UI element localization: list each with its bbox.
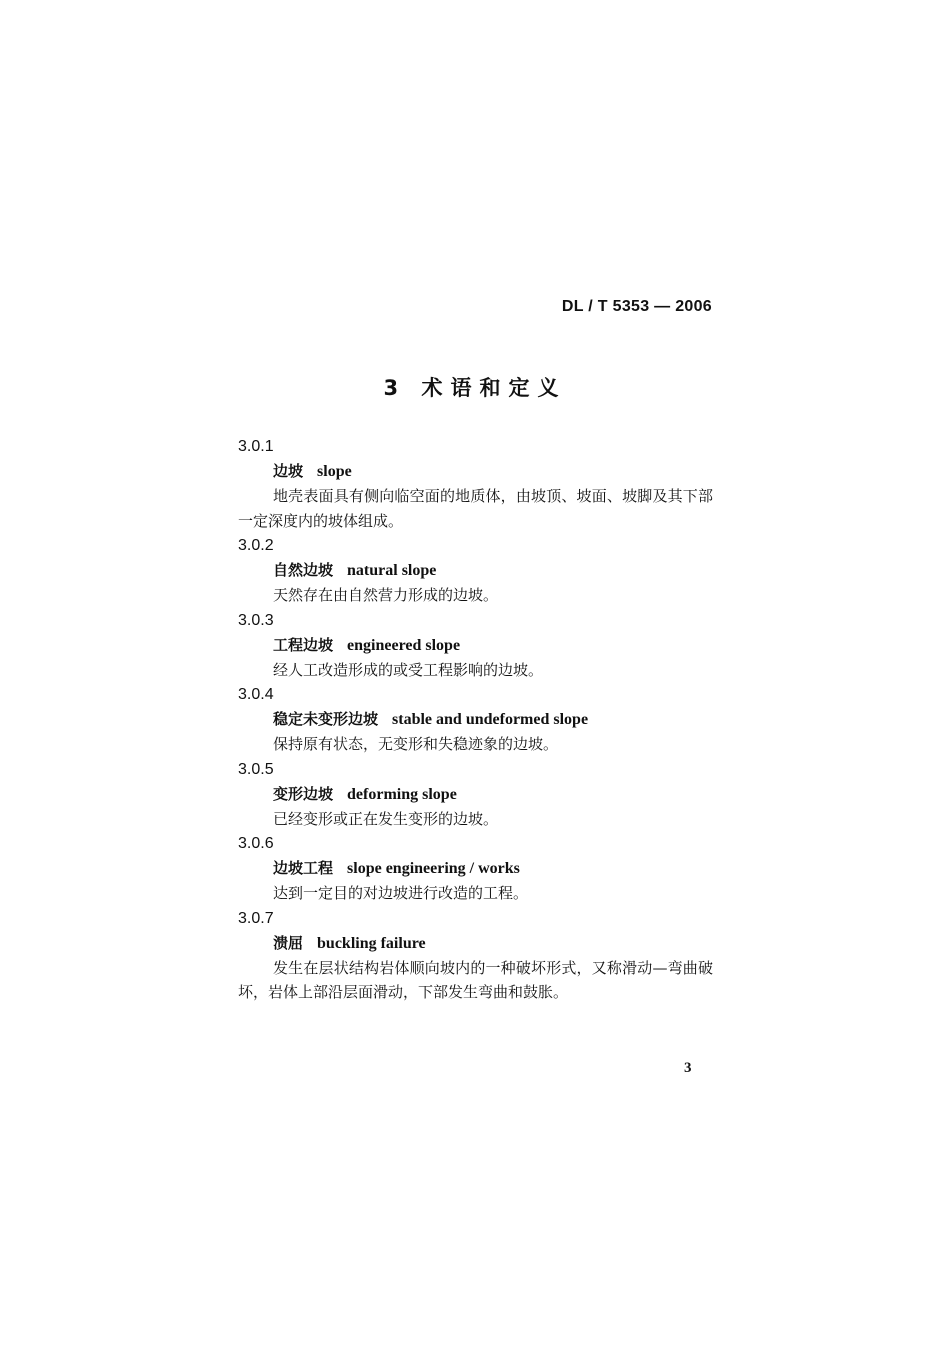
- page-number: 3: [684, 1060, 692, 1076]
- term-entry: [238, 758, 713, 832]
- term-entry: [238, 609, 713, 683]
- term-en: buckling failure: [317, 934, 426, 952]
- term-number: 3.0.2: [238, 537, 274, 554]
- term-heading: [273, 633, 713, 658]
- term-number: 3.0.5: [238, 760, 274, 778]
- term-en: stable and undeformed slope: [392, 711, 589, 728]
- term-heading: [273, 459, 713, 484]
- term-heading: [273, 931, 713, 956]
- term-entry: [238, 534, 713, 608]
- term-entry: [238, 907, 713, 1005]
- term-zh: 边坡工程: [273, 859, 334, 877]
- term-definition: 已经变形或正在发生变形的边坡。: [273, 809, 499, 828]
- term-zh: 变形边坡: [273, 784, 334, 803]
- term-heading: [273, 707, 713, 732]
- term-entry: [238, 832, 713, 906]
- term-heading: [273, 856, 713, 881]
- term-zh: 自然边坡: [273, 561, 334, 579]
- term-definition: 保持原有状态，无变形和失稳迹象的边坡。: [273, 735, 559, 753]
- term-en: engineered slope: [347, 636, 461, 654]
- term-definition: 地壳表面具有侧向临空面的地质体，由坡顶、坡面、坡脚及其下部一定深度内的坡体组成。: [238, 487, 713, 530]
- terms-list: [238, 434, 713, 1005]
- term-zh: 稳定未变形边坡: [273, 710, 379, 728]
- term-en: slope engineering / works: [347, 860, 520, 877]
- term-number: 3.0.3: [238, 611, 274, 629]
- term-number: 3.0.7: [238, 909, 274, 927]
- standard-code: DL / T 5353 — 2006: [561, 298, 712, 315]
- chapter-title: 3 术语和定义: [383, 376, 567, 400]
- term-definition: 达到一定目的对边坡进行改造的工程。: [273, 884, 529, 902]
- term-definition: 发生在层状结构岩体顺向坡内的一种破坏形式，又称滑动—弯曲破坏，岩体上部沿层面滑动，下部发生弯曲和鼓胀。: [238, 958, 713, 1001]
- term-definition: 经人工改造形成的或受工程影响的边坡。: [273, 660, 544, 679]
- term-zh: 边坡: [273, 462, 304, 480]
- term-number: 3.0.6: [238, 835, 274, 852]
- term-heading: [273, 782, 713, 807]
- term-number: 3.0.1: [238, 438, 274, 455]
- term-entry: [238, 435, 713, 533]
- term-zh: 溃屈: [273, 933, 304, 952]
- term-en: deforming slope: [347, 785, 457, 803]
- term-zh: 工程边坡: [273, 635, 334, 654]
- term-definition: 天然存在由自然营力形成的边坡。: [273, 586, 499, 604]
- term-heading: [273, 558, 713, 583]
- term-number: 3.0.4: [238, 686, 274, 703]
- term-entry: [238, 683, 713, 757]
- term-en: natural slope: [347, 562, 437, 579]
- term-en: slope: [317, 463, 352, 480]
